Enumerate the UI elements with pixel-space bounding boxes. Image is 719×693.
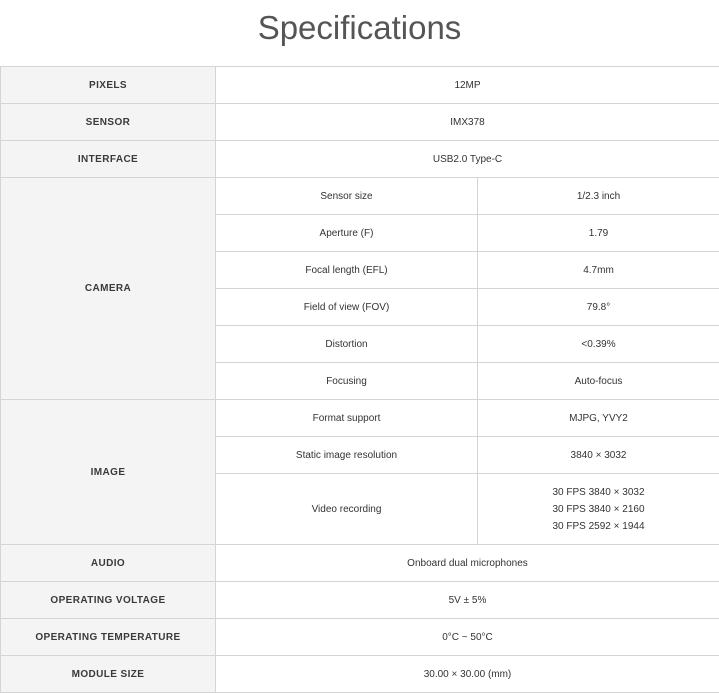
row-label-operating-voltage: OPERATING VOLTAGE bbox=[1, 582, 216, 619]
spec-name: Distortion bbox=[216, 326, 478, 363]
row-value-interface: USB2.0 Type-C bbox=[216, 141, 719, 178]
video-mode: 30 FPS 3840 × 3032 bbox=[478, 484, 719, 501]
row-label-interface: INTERFACE bbox=[1, 141, 216, 178]
spec-value: 79.8° bbox=[478, 289, 719, 326]
spec-name: Focal length (EFL) bbox=[216, 252, 478, 289]
row-label-image: IMAGE bbox=[1, 400, 216, 545]
spec-name: Video recording bbox=[216, 474, 478, 545]
spec-name: Static image resolution bbox=[216, 437, 478, 474]
row-value-pixels: 12MP bbox=[216, 67, 719, 104]
row-label-operating-temperature: OPERATING TEMPERATURE bbox=[1, 619, 216, 656]
spec-value-multiline bbox=[478, 474, 719, 545]
spec-value: 4.7mm bbox=[478, 252, 719, 289]
table-row-sensor bbox=[1, 104, 719, 141]
row-value-module-size: 30.00 × 30.00 (mm) bbox=[216, 656, 719, 693]
spec-name: Format support bbox=[216, 400, 478, 437]
spec-name: Focusing bbox=[216, 363, 478, 400]
table-row-image-format bbox=[1, 400, 719, 437]
row-value-sensor: IMX378 bbox=[216, 104, 719, 141]
table-row-operating-temperature bbox=[1, 619, 719, 656]
spec-value: <0.39% bbox=[478, 326, 719, 363]
row-label-sensor: SENSOR bbox=[1, 104, 216, 141]
spec-name: Field of view (FOV) bbox=[216, 289, 478, 326]
row-value-operating-voltage: 5V ± 5% bbox=[216, 582, 719, 619]
spec-name: Aperture (F) bbox=[216, 215, 478, 252]
row-label-module-size: MODULE SIZE bbox=[1, 656, 216, 693]
table-row-module-size bbox=[1, 656, 719, 693]
video-mode: 30 FPS 3840 × 2160 bbox=[478, 501, 719, 518]
spec-value: 1.79 bbox=[478, 215, 719, 252]
table-row-camera-sensor-size bbox=[1, 178, 719, 215]
specifications-table bbox=[0, 66, 719, 693]
video-mode: 30 FPS 2592 × 1944 bbox=[478, 518, 719, 535]
spec-value: 3840 × 3032 bbox=[478, 437, 719, 474]
row-value-operating-temperature: 0°C ~ 50°C bbox=[216, 619, 719, 656]
row-label-audio: AUDIO bbox=[1, 545, 216, 582]
row-label-pixels: PIXELS bbox=[1, 67, 216, 104]
spec-name: Sensor size bbox=[216, 178, 478, 215]
spec-value: MJPG, YVY2 bbox=[478, 400, 719, 437]
spec-value: 1/2.3 inch bbox=[478, 178, 719, 215]
page-title: Specifications bbox=[0, 0, 719, 66]
table-row-audio bbox=[1, 545, 719, 582]
table-row-pixels bbox=[1, 67, 719, 104]
table-row-operating-voltage bbox=[1, 582, 719, 619]
spec-value: Auto-focus bbox=[478, 363, 719, 400]
row-value-audio: Onboard dual microphones bbox=[216, 545, 719, 582]
table-row-interface bbox=[1, 141, 719, 178]
row-label-camera: CAMERA bbox=[1, 178, 216, 400]
